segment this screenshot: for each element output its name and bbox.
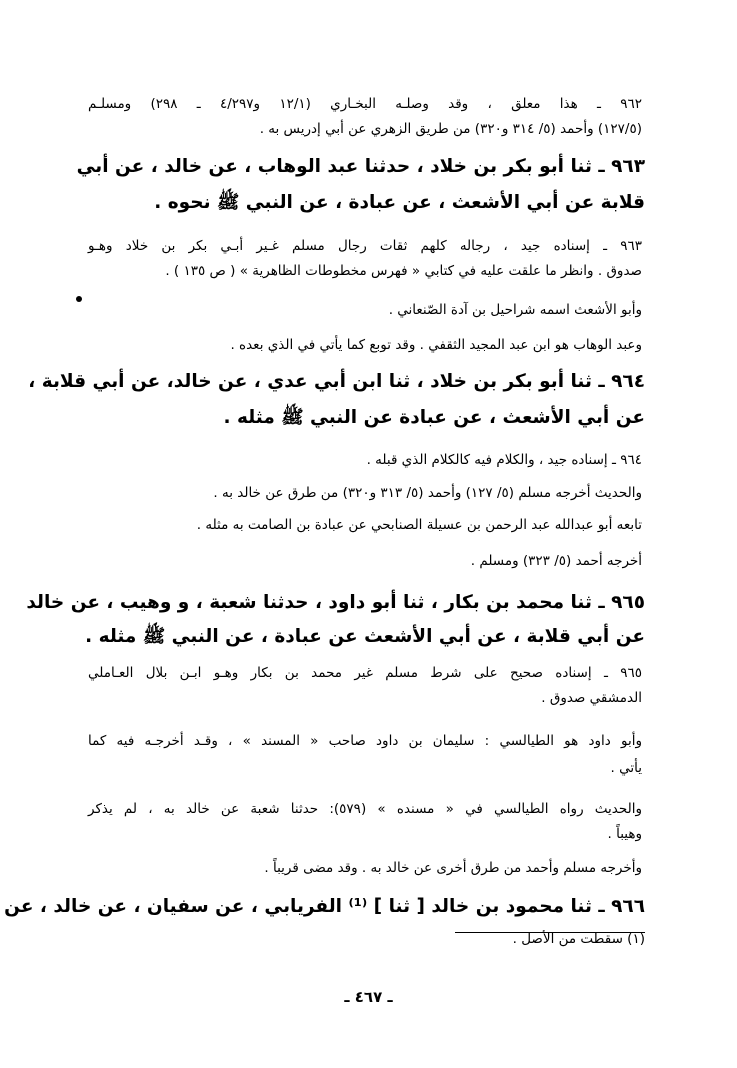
note-962-line-2: (١٢٧/٥) وأحمد (٥/ ٣١٤ و٣٢٠) من طريق الزهري عن أبي إدريس به . bbox=[259, 121, 642, 137]
hadith-963-line-1: ٩٦٣ ـ ثنا أبو بكر بن خلاد ، حدثنا عبد الوهاب ، عن خالد ، عن أبي bbox=[76, 156, 645, 177]
note-965-line-3: وأبو داود هو الطيالسي : سليمان بن داود صاحب « المسند » ، وقـد أخرجـه فيه كما bbox=[88, 733, 642, 749]
note-965-line-4: يأتي . bbox=[610, 760, 642, 776]
hadith-964-line-2: عن أبي الأشعث ، عن عبادة عن النبي ﷺ مثله . bbox=[223, 407, 645, 428]
note-963-line-4: وعبد الوهاب هو ابن عبد المجيد الثقفي . وقد توبع كما يأتي في الذي بعده . bbox=[230, 337, 642, 353]
note-965-line-6: وهيباً . bbox=[607, 826, 642, 842]
note-965-line-5: والحديث رواه الطيالسي في « مسنده » (٥٧٩): حدثنا شعبة عن خالد به ، لم يذكر bbox=[88, 801, 642, 817]
footnote: (١) سقطت من الأصل . bbox=[512, 931, 645, 947]
note-965-line-7: وأخرجه مسلم وأحمد من طرق أخرى عن خالد به . وقد مضى قريباً . bbox=[264, 860, 642, 876]
hadith-964-line-1: ٩٦٤ ـ ثنا أبو بكر بن خلاد ، ثنا ابن أبي عدي ، عن خالد، عن أبي قلابة ، bbox=[28, 371, 645, 392]
note-965-line-2: الدمشقي صدوق . bbox=[541, 690, 642, 706]
note-964-line-2: والحديث أخرجه مسلم (٥/ ١٢٧) وأحمد (٥/ ٣١٣ و٣٢٠) من طرق عن خالد به . bbox=[213, 485, 642, 501]
page-number: ـ ٤٦٧ ـ bbox=[344, 988, 393, 1006]
note-964-line-4: أخرجه أحمد (٥/ ٣٢٣) ومسلم . bbox=[470, 553, 642, 569]
note-964-line-1: ٩٦٤ ـ إسناده جيد ، والكلام فيه كالكلام الذي قبله . bbox=[366, 452, 642, 468]
note-963-line-3: وأبو الأشعث اسمه شراحيل بن آدة الصّنعاني . bbox=[388, 302, 642, 318]
note-962-line-1: ٩٦٢ ـ هذا معلق ، وقد وصلـه البخـاري (١٢/١ و٤/٢٩٧ ـ ٢٩٨) ومسلـم bbox=[88, 96, 642, 112]
hadith-965-line-1: ٩٦٥ ـ ثنا محمد بن بكار ، ثنا أبو داود ، حدثنا شعبة ، و وهيب ، عن خالد bbox=[26, 592, 645, 613]
hadith-963-line-2: قلابة عن أبي الأشعث ، عن عبادة ، عن النبي ﷺ نحوه . bbox=[154, 192, 645, 213]
margin-dot bbox=[76, 296, 82, 302]
hadith-966-line-1: ٩٦٦ ـ ثنا محمود بن خالد [ ثنا ] ⁽¹⁾ الفريابي ، عن سفيان ، عن خالد ، عن bbox=[4, 896, 645, 917]
note-963-line-2: صدوق . وانظر ما علقت عليه في كتابي « فهرس مخطوطات الظاهرية » ( ص ١٣٥ ) . bbox=[165, 263, 642, 279]
note-963-line-1: ٩٦٣ ـ إسناده جيد ، رجاله كلهم ثقات رجال مسلم غـير أبـي بكر بن خلاد وهـو bbox=[88, 238, 642, 254]
note-964-line-3: تابعه أبو عبدالله عبد الرحمن بن عسيلة الصنابحي عن عبادة بن الصامت به مثله . bbox=[196, 517, 642, 533]
note-965-line-1: ٩٦٥ ـ إسناده صحيح على شرط مسلم غير محمد بن بكار وهـو ابـن بلال العـاملي bbox=[88, 665, 642, 681]
hadith-965-line-2: عن أبي قلابة ، عن أبي الأشعث عن عبادة ، عن النبي ﷺ مثله . bbox=[85, 626, 645, 647]
